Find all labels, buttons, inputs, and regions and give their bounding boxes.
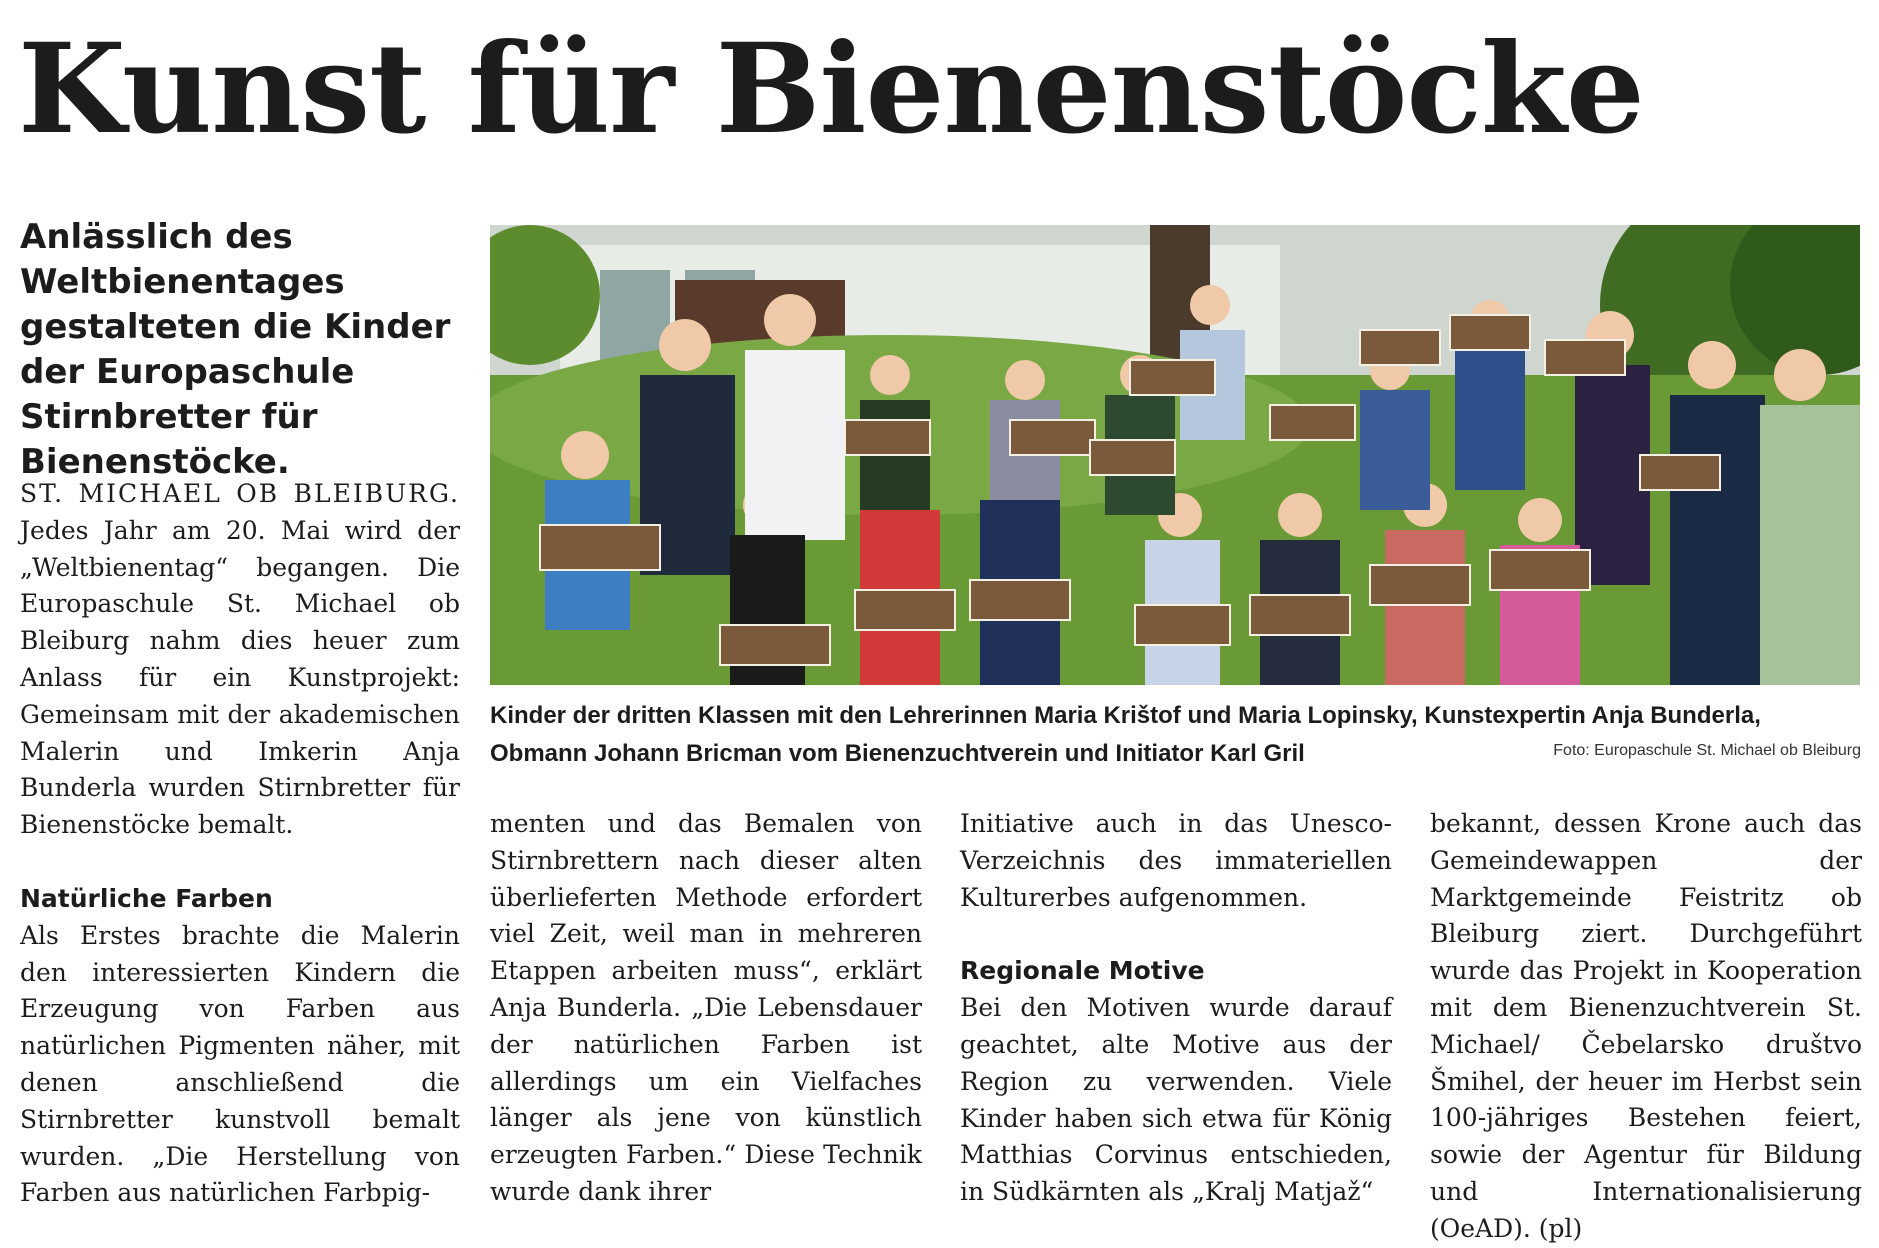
column-3-intro: Initiative auch in das Unesco-Verzeichnis des immateriellen Kulturerbes aufgenommen. [960,809,1392,912]
column-3-body: Bei den Motiven wurde darauf geachtet, alte Motive aus der Region zu verwenden. Viele Kinder haben sich etwa für König Matthias Corvinus entschieden, in Südkärnten als „Kralj Matjaž“ [960,993,1392,1207]
article-column-1 [20,476,460,1212]
column-4-body: bekannt, dessen Krone auch das Gemeindewappen der Marktgemeinde Feistritz ob Bleiburg ziert. Durchgeführt wurde das Projekt in Kooperation mit dem Bienenzuchtverein St. Michael/ Čebelarsko društvo Šmihel, der heuer im Herbst sein 100-jähriges Bestehen feiert, sowie der Agentur für Bildung und Internationalisierung (OeAD). (pl) [1430,809,1862,1243]
column-2-body: menten und das Bemalen von Stirnbrettern nach dieser alten überlieferten Methode erfordert viel Zeit, weil man in mehreren Etappen arbeiten muss“, erklärt Anja Bunderla. „Die Lebensdauer der natürlichen Farben ist allerdings um ein Vielfaches länger als jene von künstlich erzeugten Farben.“ Diese Technik wurde dank ihrer [490,809,922,1206]
article-headline: Kunst für Bienenstöcke [18,17,1644,162]
photo-credit: Foto: Europaschule St. Michael ob Bleiburg [1553,742,1861,759]
column-1-intro [20,476,460,844]
article-lead: Anlässlich des Weltbienentages gestalteten die Kinder der Europaschule Stirnbretter für Bienenstöcke. [20,217,451,482]
dateline: ST. MICHAEL OB BLEIBURG. [20,479,460,508]
article-column-2 [490,806,922,1211]
subhead-regionale-motive: Regionale Motive [960,956,1205,986]
article-photo [490,225,1860,685]
column-1-body: Als Erstes brachte die Malerin den interessierten Kindern die Erzeugung von Farben aus natürlichen Pigmenten näher, mit denen anschließend die Stirnbretter kunstvoll bemalt wurden. „Die Herstellung von Farben aus natürlichen Farbpig- [20,920,460,1208]
group-photo-illustration [490,225,1860,685]
article-column-4 [1430,806,1862,1248]
photo-caption: Kinder der dritten Klassen mit den Lehrerinnen Maria Krištof und Maria Lopinsky, Kunstexpertin Anja Bunderla, Obmann Johann Bricman vom Bienenzuchtverein und Initiator Karl Gril [490,702,1761,767]
column-1-intro-text: Jedes Jahr am 20. Mai wird der „Weltbienentag“ begangen. Die Europaschule St. Michael ob Bleiburg nahm dies heuer zum Anlass für ein Kunstprojekt: Gemeinsam mit der akademischen Malerin und Imkerin Anja Bunderla wurden Stirnbretter für Bienenstöcke bemalt. [20,515,460,840]
subhead-natuerliche-farben: Natürliche Farben [20,883,273,913]
article-column-3 [960,806,1392,1211]
